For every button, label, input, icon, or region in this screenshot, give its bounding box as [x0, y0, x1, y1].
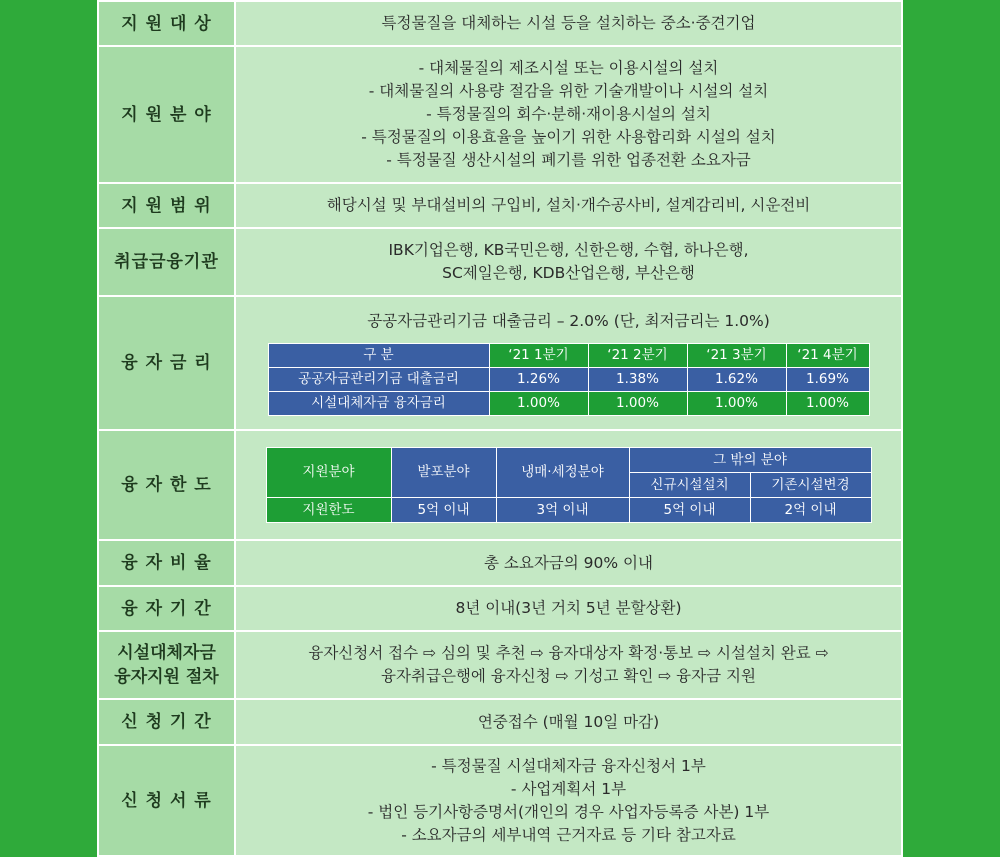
- row-value: [235, 296, 902, 430]
- limit-cell: 5억 이내: [391, 498, 496, 523]
- row-name: 지원한도: [266, 498, 391, 523]
- row-scope: [98, 183, 902, 228]
- row-name: 시설대체자금 융자금리: [268, 392, 489, 416]
- list-item: - 대체물질의 제조시설 또는 이용시설의 설치: [418, 59, 719, 77]
- row-label: 신 청 기 간: [98, 699, 235, 745]
- row-banks: [98, 228, 902, 296]
- limit-cell: 5억 이내: [629, 498, 750, 523]
- row-label: 지 원 분 야: [98, 46, 235, 183]
- header-cell: 냉매·세정분야: [496, 448, 629, 498]
- row-target: [98, 1, 902, 46]
- label-line: 융자지원 절차: [114, 667, 219, 687]
- rate-table: [268, 343, 870, 416]
- row-value-list: [235, 745, 902, 856]
- row-name: 공공자금관리기금 대출금리: [268, 368, 489, 392]
- rate-cell: 1.00%: [786, 392, 869, 416]
- row-label: 지 원 범 위: [98, 183, 235, 228]
- text-line: SC제일은행, KDB산업은행, 부산은행: [442, 264, 695, 282]
- row-limit: [98, 430, 902, 540]
- row-period: [98, 586, 902, 631]
- row-label: 취급금융기관: [98, 228, 235, 296]
- header-cell: ‘21 2분기: [588, 344, 687, 368]
- row-ratio: [98, 540, 902, 586]
- row-value: 총 소요자금의 90% 이내: [235, 540, 902, 586]
- header-cell: 구 분: [268, 344, 489, 368]
- row-label: 지 원 대 상: [98, 1, 235, 46]
- rate-cell: 1.69%: [786, 368, 869, 392]
- header-cell: ‘21 4분기: [786, 344, 869, 368]
- row-documents: [98, 745, 902, 856]
- header-cell: 신규시설설치: [629, 473, 750, 498]
- row-value: [235, 631, 902, 699]
- limit-table: [266, 447, 872, 523]
- header-cell: ‘21 3분기: [687, 344, 786, 368]
- list-item: - 사업계획서 1부: [510, 779, 627, 798]
- text-line: IBK기업은행, KB국민은행, 신한은행, 수협, 하나은행,: [388, 241, 749, 259]
- rate-cell: 1.00%: [588, 392, 687, 416]
- label-line: 시설대체자금: [117, 643, 216, 663]
- loan-info-table: [97, 0, 903, 857]
- row-rate: [98, 296, 902, 430]
- list-item: - 법인 등기사항증명서(개인의 경우 사업자등록증 사본) 1부: [367, 802, 770, 821]
- row-value: 8년 이내(3년 거치 5년 분할상환): [235, 586, 902, 631]
- header-cell: 발포분야: [391, 448, 496, 498]
- list-item: - 대체물질의 사용량 절감을 위한 기술개발이나 시설의 설치: [368, 82, 769, 100]
- rate-summary: 공공자금관리기금 대출금리 – 2.0% (단, 최저금리는 1.0%): [367, 312, 770, 330]
- row-apply-period: [98, 699, 902, 745]
- row-value-list: [235, 46, 902, 183]
- row-label: 융 자 기 간: [98, 586, 235, 631]
- rate-cell: 1.62%: [687, 368, 786, 392]
- row-value: [235, 228, 902, 296]
- rate-row: [268, 368, 869, 392]
- row-field: [98, 46, 902, 183]
- row-label: 융 자 한 도: [98, 430, 235, 540]
- row-label: 융 자 비 율: [98, 540, 235, 586]
- row-value: 특정물질을 대체하는 시설 등을 설치하는 중소·중견기업: [235, 1, 902, 46]
- row-label: 신 청 서 류: [98, 745, 235, 856]
- list-item: - 특정물질 시설대체자금 융자신청서 1부: [431, 756, 706, 775]
- limit-cell: 2억 이내: [750, 498, 871, 523]
- rate-cell: 1.00%: [687, 392, 786, 416]
- header-cell: 그 밖의 분야: [629, 448, 871, 473]
- text-line: 융자취급은행에 융자신청 ⇨ 기성고 확인 ⇨ 융자금 지원: [381, 667, 756, 685]
- header-cell: ‘21 1분기: [489, 344, 588, 368]
- list-item: - 특정물질의 회수·분해·재이용시설의 설치: [426, 105, 711, 123]
- row-procedure: [98, 631, 902, 699]
- list-item: - 특정물질의 이용효율을 높이기 위한 사용합리화 시설의 설치: [361, 128, 776, 146]
- limit-header-row: [266, 448, 871, 473]
- rate-cell: 1.26%: [489, 368, 588, 392]
- rate-cell: 1.00%: [489, 392, 588, 416]
- list-item: - 특정물질 생산시설의 폐기를 위한 업종전환 소요자금: [386, 151, 751, 169]
- list-item: - 소요자금의 세부내역 근거자료 등 기타 참고자료: [401, 825, 736, 844]
- row-value: [235, 430, 902, 540]
- row-label: [98, 631, 235, 699]
- rate-header-row: [268, 344, 869, 368]
- row-label: 융 자 금 리: [98, 296, 235, 430]
- limit-row: [266, 498, 871, 523]
- rate-row: [268, 392, 869, 416]
- limit-cell: 3억 이내: [496, 498, 629, 523]
- text-line: 융자신청서 접수 ⇨ 심의 및 추천 ⇨ 융자대상자 확정·통보 ⇨ 시설설치 완료 ⇨: [308, 644, 829, 662]
- row-value: 연중접수 (매월 10일 마감): [235, 699, 902, 745]
- header-cell: 지원분야: [266, 448, 391, 498]
- row-value: 해당시설 및 부대설비의 구입비, 설치·개수공사비, 설계감리비, 시운전비: [235, 183, 902, 228]
- rate-cell: 1.38%: [588, 368, 687, 392]
- header-cell: 기존시설변경: [750, 473, 871, 498]
